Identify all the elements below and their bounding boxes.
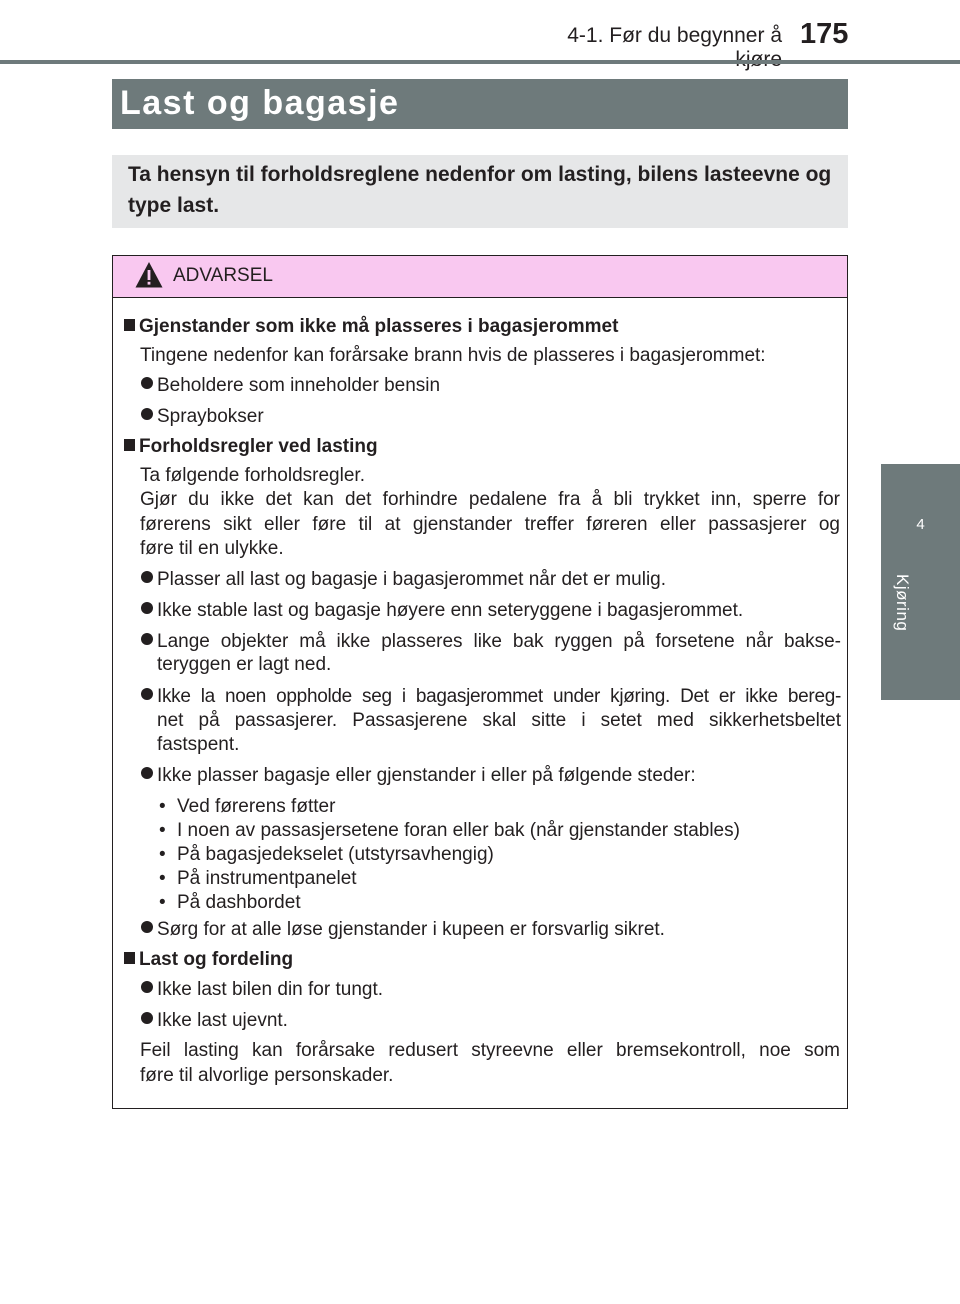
section-heading-text: Gjenstander som ikke må plasseres i bagasjerommet	[139, 316, 619, 337]
section-heading	[139, 315, 618, 338]
round-bullet-icon	[141, 377, 153, 389]
sub-list-item	[157, 891, 301, 914]
round-bullet-icon	[141, 602, 153, 614]
sub-list-item-text: Ved førerens føtter	[177, 796, 336, 817]
round-bullet-icon	[141, 767, 153, 779]
list-item	[157, 568, 841, 591]
list-item	[157, 918, 841, 941]
warning-label: ADVARSEL	[173, 265, 273, 286]
paragraph-line: Ta følgende forholdsregler.	[140, 465, 365, 486]
list-item-text: Sørg for at alle løse gjenstander i kupeen er forsvarlig sikret.	[157, 919, 665, 940]
round-bullet-icon	[141, 571, 153, 583]
list-item	[157, 405, 841, 428]
round-bullet-icon	[141, 688, 153, 700]
paragraph-line: Gjør du ikke det kan det forhindre pedalene fra å bli trykket inn, sperre for	[140, 489, 840, 510]
paragraph: Tingene nedenfor kan forårsake brann hvis de plasseres i bagasjerommet:	[140, 345, 766, 366]
sub-bullet: •	[159, 868, 166, 889]
header-divider	[0, 60, 960, 64]
list-item	[157, 764, 841, 787]
sub-list-item-text: På dashbordet	[177, 892, 301, 913]
list-item-text: Beholdere som inneholder bensin	[157, 375, 441, 396]
list-item	[157, 599, 841, 622]
list-item	[157, 374, 841, 397]
list-item	[157, 1009, 841, 1032]
sub-list-item-text: I noen av passasjersetene foran eller bak (når gjenstander stables)	[177, 820, 740, 841]
sub-list-item-text: På bagasjedekselet (utstyrsavhengig)	[177, 844, 494, 865]
section-title: 4-1. Før du begynner å	[567, 24, 782, 47]
list-item	[157, 630, 841, 676]
section-heading-text: Forholdsregler ved lasting	[139, 436, 378, 457]
section-heading-text: Last og fordeling	[139, 949, 294, 970]
list-item-text: Spraybokser	[157, 406, 264, 427]
chapter-tab	[881, 464, 960, 700]
square-bullet-icon	[124, 952, 135, 964]
list-item-text: Plasser all last og bagasje i bagasjerommet når det er mulig.	[157, 569, 667, 590]
sub-bullet: •	[159, 796, 166, 817]
warning-box	[112, 255, 848, 1109]
square-bullet-icon	[124, 439, 135, 451]
round-bullet-icon	[141, 981, 153, 993]
paragraph-line: føre til en ulykke.	[140, 538, 284, 559]
section-heading	[139, 948, 293, 971]
list-item-text: net på passasjerer. Passasjerene skal sitte i setet med sikkerhetsbeltet	[157, 710, 841, 731]
sub-bullet: •	[159, 892, 166, 913]
round-bullet-icon	[141, 921, 153, 933]
intro-text: Ta hensyn til forholdsreglene nedenfor om lasting, bilens lasteevne og type last.	[128, 163, 832, 217]
sub-list-item	[157, 819, 740, 842]
sub-list-item	[157, 867, 357, 890]
list-item	[157, 978, 841, 1001]
warning-body	[113, 256, 847, 1108]
intro-box	[112, 155, 848, 228]
page-number: 175	[800, 18, 849, 50]
sub-bullet: •	[159, 844, 166, 865]
sub-list-item	[157, 843, 494, 866]
list-item-text: Ikke plasser bagasje eller gjenstander i eller på følgende steder:	[157, 765, 696, 786]
sub-list-item-text: På instrumentpanelet	[177, 868, 357, 889]
section-heading	[139, 435, 378, 458]
list-item-text: Ikke last ujevnt.	[157, 1010, 288, 1031]
chapter-label: Kjøring	[893, 574, 912, 632]
list-item	[157, 685, 841, 756]
round-bullet-icon	[141, 408, 153, 420]
list-item-text: Ikke last bilen din for tungt.	[157, 979, 384, 1000]
list-item-text: Ikke la noen oppholde seg i bagasjerommet under kjøring. Det er ikke bereg-	[157, 686, 841, 707]
chapter-number: 4	[916, 516, 925, 533]
title-bar	[112, 79, 848, 129]
list-item-text: teryggen er lagt ned.	[157, 654, 332, 675]
sub-list-item	[157, 795, 335, 818]
round-bullet-icon	[141, 1012, 153, 1024]
round-bullet-icon	[141, 633, 153, 645]
sub-bullet: •	[159, 820, 166, 841]
square-bullet-icon	[124, 319, 135, 331]
paragraph-line: føre til alvorlige personskader.	[140, 1065, 394, 1086]
page-title: Last og bagasje	[120, 84, 400, 122]
paragraph-line: Feil lasting kan forårsake redusert styreevne eller bremsekontroll, noe som	[140, 1040, 840, 1061]
paragraph-line: førerens sikt eller føre til at gjenstander treffer føreren eller passasjerer og	[140, 514, 840, 535]
list-item-text: Ikke stable last og bagasje høyere enn seteryggene i bagasjerommet.	[157, 600, 744, 621]
list-item-text: Lange objekter må ikke plasseres like bak ryggen på forsetene når bakse-	[157, 631, 841, 652]
list-item-text: fastspent.	[157, 734, 240, 755]
